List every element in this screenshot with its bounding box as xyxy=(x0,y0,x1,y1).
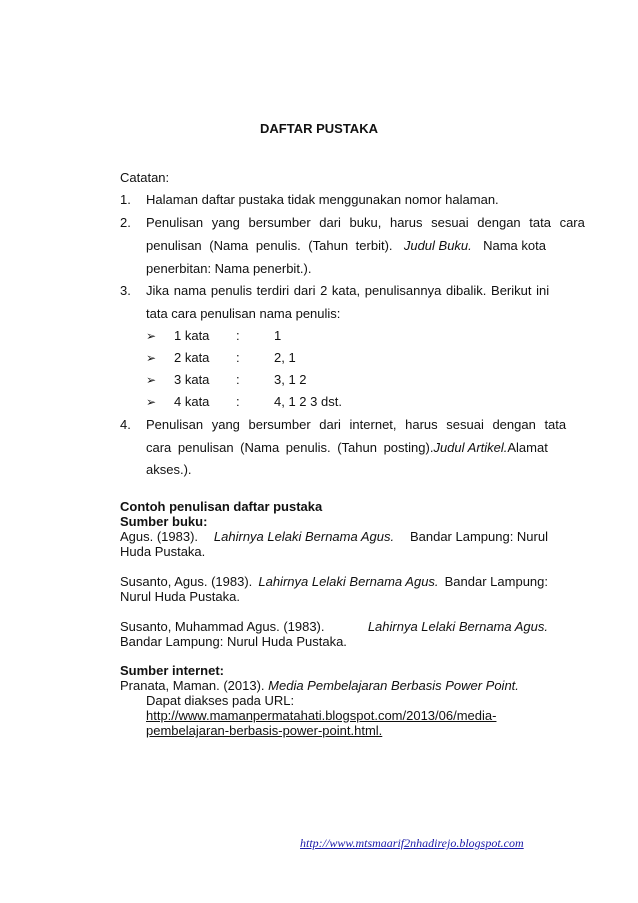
note-4-alamat: Alamat xyxy=(507,440,548,455)
book-example-2 xyxy=(120,574,548,604)
note-1-text: Halaman daftar pustaka tidak menggunakan nomor halaman. xyxy=(146,192,499,207)
book-example-1-line-1 xyxy=(120,529,548,544)
name-rule-order: 4, 1 2 3 dst. xyxy=(274,394,342,409)
name-rule-count: 3 kata xyxy=(174,372,210,387)
citation-title: Lahirnya Lelaki Bernama Agus. xyxy=(367,619,548,634)
citation-publisher: Bandar Lampung: xyxy=(444,574,548,589)
note-4-number: 4. xyxy=(120,417,131,432)
citation-publisher: Bandar Lampung: Nurul xyxy=(409,529,548,544)
note-3-line-2: tata cara penulisan nama penulis: xyxy=(146,306,341,321)
note-4-line-2-text: cara penulisan (Nama penulis. (Tahun posting). xyxy=(146,440,434,455)
citation-author-year: Susanto, Muhammad Agus. (1983). xyxy=(120,619,325,634)
note-2-line-1-text: Penulisan yang bersumber dari buku, harus sesuai dengan tata cara xyxy=(146,215,585,230)
name-rule-separator: : xyxy=(236,394,240,409)
note-3-number: 3. xyxy=(120,283,131,298)
catatan-label: Catatan: xyxy=(120,170,170,185)
internet-source-heading: Sumber internet: xyxy=(120,663,225,678)
note-1-number: 1. xyxy=(120,192,131,207)
internet-access-label: Dapat diakses pada URL: xyxy=(146,693,295,708)
citation-title: Media Pembelajaran Berbasis Power Point. xyxy=(268,678,519,693)
book-example-1-line-2: Huda Pustaka. xyxy=(120,544,206,559)
name-rule-order: 2, 1 xyxy=(274,350,296,365)
arrow-bullet-icon: ➢ xyxy=(146,329,157,343)
book-example-1 xyxy=(120,529,548,559)
citation-author-year: Susanto, Agus. (1983). xyxy=(120,574,253,589)
arrow-bullet-icon: ➢ xyxy=(146,395,157,409)
note-2-nama-kota: Nama kota xyxy=(483,238,546,253)
note-4-line-2 xyxy=(146,440,546,456)
book-example-2-line-1 xyxy=(120,574,548,589)
internet-example-line-1 xyxy=(120,678,519,694)
internet-url-link-continued[interactable]: pembelajaran-berbasis-power-point.html. xyxy=(146,723,383,738)
name-rule-count: 4 kata xyxy=(174,394,210,409)
name-rule-order: 3, 1 2 xyxy=(274,372,307,387)
book-example-3 xyxy=(120,619,548,649)
citation-title: Lahirnya Lelaki Bernama Agus. xyxy=(213,529,395,544)
note-2-line-1 xyxy=(146,215,585,231)
name-rule-count: 2 kata xyxy=(174,350,210,365)
note-2-line-2 xyxy=(146,238,546,254)
note-2-judul-buku: Judul Buku. xyxy=(403,238,472,253)
note-4-line-3: akses.). xyxy=(146,462,192,477)
book-example-3-line-1 xyxy=(120,619,548,634)
book-example-2-line-2: Nurul Huda Pustaka. xyxy=(120,589,240,604)
note-2-number: 2. xyxy=(120,215,131,230)
note-2-line-3: penerbitan: Nama penerbit.). xyxy=(146,261,312,276)
book-example-3-line-2: Bandar Lampung: Nurul Huda Pustaka. xyxy=(120,634,347,649)
name-rule-order: 1 xyxy=(274,328,282,343)
arrow-bullet-icon: ➢ xyxy=(146,351,157,365)
note-2-line-2-text: penulisan (Nama penulis. (Tahun terbit). xyxy=(146,238,393,253)
page-title: DAFTAR PUSTAKA xyxy=(260,121,378,136)
note-4-judul-artikel: Judul Artikel. xyxy=(433,440,508,455)
citation-author-year: Agus. (1983). xyxy=(120,529,199,544)
citation-author-year: Pranata, Maman. (2013). xyxy=(120,678,265,693)
name-rule-separator: : xyxy=(236,372,240,387)
note-3-line-1: Jika nama penulis terdiri dari 2 kata, penulisannya dibalik. Berikut ini xyxy=(146,283,550,298)
internet-url-link[interactable]: http://www.mamanpermatahati.blogspot.com/2013/06/media- xyxy=(146,708,497,723)
name-rule-separator: : xyxy=(236,350,240,365)
note-4-line-1: Penulisan yang bersumber dari internet, harus sesuai dengan tata xyxy=(146,417,567,432)
citation-title: Lahirnya Lelaki Bernama Agus. xyxy=(258,574,439,589)
examples-heading: Contoh penulisan daftar pustaka xyxy=(120,499,323,514)
name-rule-count: 1 kata xyxy=(174,328,210,343)
arrow-bullet-icon: ➢ xyxy=(146,373,157,387)
name-rule-separator: : xyxy=(236,328,240,343)
book-source-heading: Sumber buku: xyxy=(120,514,208,529)
footer-url-link[interactable]: http://www.mtsmaarif2nhadirejo.blogspot.com xyxy=(300,836,524,850)
